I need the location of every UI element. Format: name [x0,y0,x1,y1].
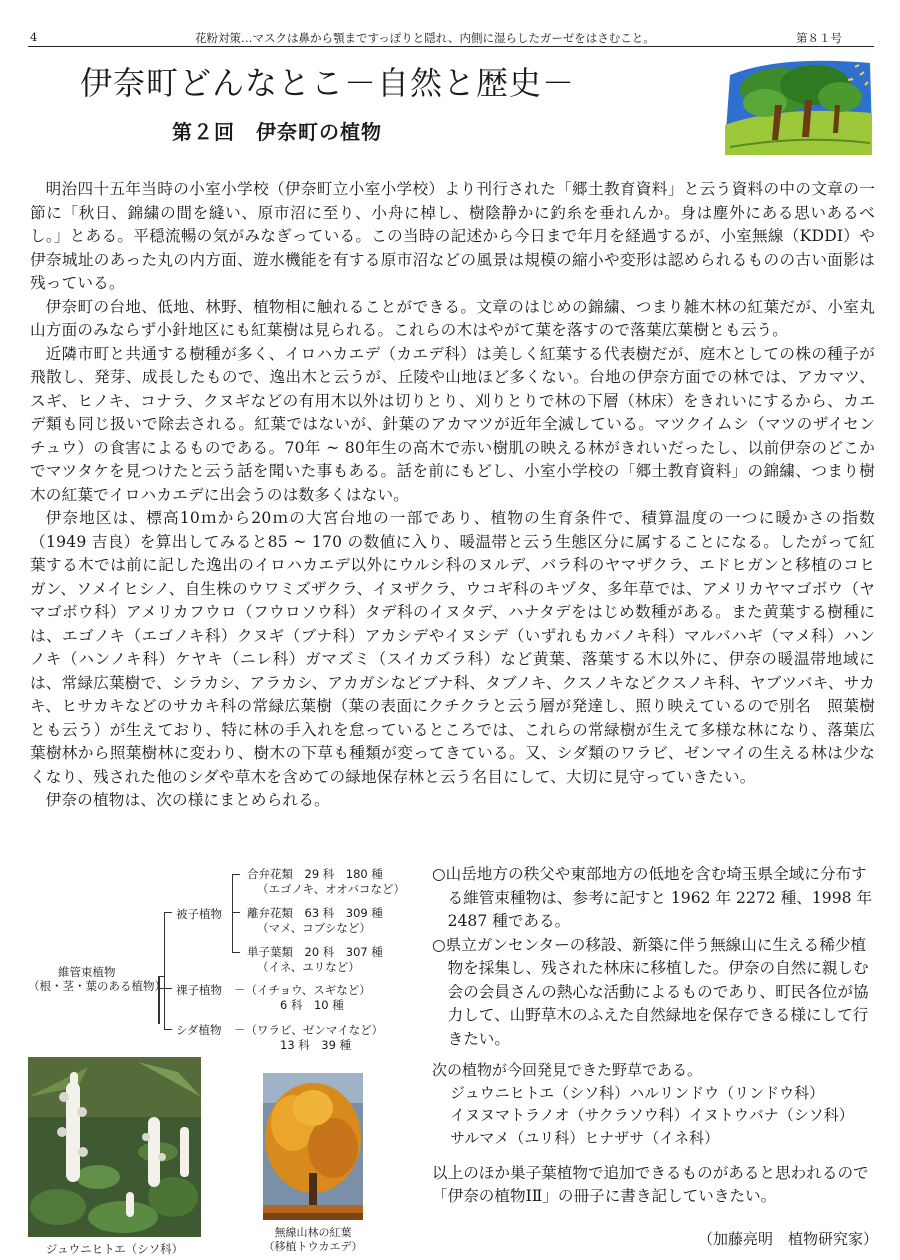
article-paragraph: 近隣市町と共通する樹種が多く、イロハカエデ（カエデ科）は美しく紅葉する代表樹だが、庭木としての株の種子が飛散し、発芽、成長したもので、逸出木と云うが、丘陵や山地ほど多くない。台地の伊奈方面での林では、アカマツ、スギ、ヒノキ、コナラ、クヌギなどの有用木以外は切りとり、刈りとりで林の下層（林床）をきれいにするから、カエデ類も同じ扱いで除去される。紅葉ではないが、針葉のアカマツが近年全滅している。マツクイムシ（マツのザイセンチュウ）の食害によるものである。70年 ~ 80年生の高木で赤い樹肌の映える林がきれいだったし、以前伊奈のどこかでマツタケを見つけたと云う話を聞いた事もある。話を前にもどし、小室小学校の「郷土教育資料」の錦繍、つまり樹木の紅葉でイロハカエデに出会うのは数多くはない。 [30,344,875,504]
photo2-caption-line2: （移植トウカエデ） [263,1240,363,1253]
header-tip: 花粉対策…マスクは鼻から顎まですっぽりと隠れ、内側に湿らしたガーゼをはさむこと。 [195,31,655,45]
angiosperm-label: 被子植物 [176,907,222,921]
found-line: ジュウニヒトエ（シソ科）ハルリンドウ（リンドウ科） [450,1083,825,1102]
found-line: サルマメ（ユリ科）ヒナザサ（イネ科） [450,1128,720,1147]
note-item: ○山岳地方の秩父や東部地方の低地を含む埼玉県全域に分布する維管束種物は、参考に記すと 1962 年 2272 種、1998 年 2487 種である。 [432,865,873,930]
found-plants [432,1059,878,1149]
plant-classification-tree [28,860,428,1050]
article-body [30,178,891,813]
trees-clipart [720,55,875,155]
photo1-caption: ジュウニヒトエ（シソ科） [45,1242,184,1256]
monocots-count: 単子葉類 20 科 307 種 [247,945,383,959]
issue-number: 第８１号 [796,31,842,45]
choripetalae-count: 離弁花類 63 科 309 種 [247,906,383,920]
page-header [0,26,900,48]
note-item: ○県立ガンセンターの移設、新築に伴う無線山に生える稀少植物を採集し、残された林床に移植した。伊奈の自然に親しむ会の会員さんの熱心な活動によるものであり、町民各位が協力して、山野草木のふえた自然緑地を保存できる様にして行きたい。 [432,935,869,1048]
root-note: （根・茎・葉のある植物） [28,979,166,993]
photo2-caption [243,1226,383,1254]
ferns-examples: －（ワラビ、ゼンマイなど） [234,1023,384,1037]
sub-title: 第２回 伊奈町の植物 [172,120,382,144]
closing-text: 以上のほか巣子葉植物で追加できるものがあると思われるので「伊奈の植物ⅠⅡ」の冊子に書き記していきたい。 [432,1164,869,1205]
header-rule [28,46,874,47]
sympetalae-count: 合弁花類 29 科 180 種 [247,867,383,881]
photo2-caption-line1: 無線山林の紅葉 [274,1226,352,1239]
gymnosperm-examples: －（イチョウ、スギなど） [234,983,371,997]
article-paragraph: 伊奈町の台地、低地、林野、植物相に触れることができる。文章のはじめの錦繍、つまり雑木林の紅葉だが、小室丸山方面のみならず小針地区にも紅葉樹は見られる。これらの木はやがて葉を落すので落葉広葉樹とも云う。 [30,297,875,339]
found-line: イヌヌマトラノオ（サクラソウ科）イヌトウバナ（シソ科） [450,1106,854,1124]
article-paragraph: 明治四十五年当時の小室小学校（伊奈町立小室小学校）より刊行された「郷土教育資料」と云う資料の中の文章の一節に「秋日、錦繍の間を縫い、原市沼に至り、小舟に棹し、樹陰静かに釣糸を垂れんか。身は塵外にある思いあるべし。」とある。平穏流暢の気がみなぎっている。この当時の記述から今日まで年月を経過するが、小室無線（KDDI）や伊奈城址のあった丸の内方面、遊水機能を有する原市沼などの風景は規模の縮小や変形は認められるものの古い面影は残っている。 [30,180,875,292]
found-intro: 次の植物が今回発見できた野草である。 [432,1061,703,1079]
author-credit: （加藤亮明 植物研究家） [697,1230,878,1248]
page-number: 4 [30,30,38,44]
sympetalae-examples: （エゴノキ、オオバコなど） [257,882,406,896]
gymnosperm-count: 6 科 10 種 [280,998,344,1012]
ajuga-photo [28,1057,201,1237]
gymnosperm-label: 裸子植物 [176,983,222,997]
ferns-count: 13 科 39 種 [280,1038,352,1052]
article-paragraph: 伊奈の植物は、次の様にまとめられる。 [45,791,330,809]
monocots-examples: （イネ、ユリなど） [257,960,360,974]
notes [432,863,878,1051]
ferns-label: シダ植物 [176,1023,222,1037]
maple-photo [263,1073,363,1220]
root-label: 維管束植物 [58,965,116,979]
article-paragraph: 伊奈地区は、標高10ｍから20ｍの大宮台地の一部であり、植物の生育条件で、積算温度の一つに暖かさの指数（1949 吉良）を算出してみると85 ~ 170 の数値に入り、暖温帯と云う生態区分に属することになる。したがって紅葉する木では前に記した逸出のイロハカエデ以外にウルシ科のヌルデ、バラ科のヤマザクラ、エドヒガンと移植のコヒガン、ソメイヒシノ、自生株のウワミズザクラ、イヌザクラ、ウコギ科のキヅタ、多年草では、アメリカヤマゴボウ（ヤマゴボウ科）アメリカフウロ（フウロソウ科）タデ科のイヌタデ、ハナタデをはじめ数種がある。また黄葉する樹種には、エゴノキ（エゴノキ科）クヌギ（ブナ科）アカシデやイヌシデ（いずれもカバノキ科）マルバハギ（マメ科）ハンノキ（ハンノキ科）ケヤキ（ニレ科）ガマズミ（スイカズラ科）など黄葉、落葉する木以外に、伊奈の暖温帯地域には、常緑広葉樹で、シラカシ、アラカシ、アカガシなどブナ科、タブノキ、クスノキなどクスノキ科、ヤブツバキ、サカキ、ヒサカキなどのサカキ科の常緑広葉樹（葉の表面にクチクラと云う層が発達し、照り映えているので別名 照葉樹 とも云う）が生えており、特に林の手入れを怠っているところでは、これらの常緑樹が生えて多様な林になり、落葉広葉樹林から照葉樹林に変わり、樹木の下草も種類が変ってきている。又、シダ類のワラビ、ゼンマイの生える林は少なくなり、残された他のシダや草木を含めての緑地保存林と云う名目にして、大切に見守っていきたい。 [30,509,891,786]
choripetalae-examples: （マメ、コブシなど） [257,921,371,935]
main-title: 伊奈町どんなとこ－自然と歴史－ [80,64,576,102]
